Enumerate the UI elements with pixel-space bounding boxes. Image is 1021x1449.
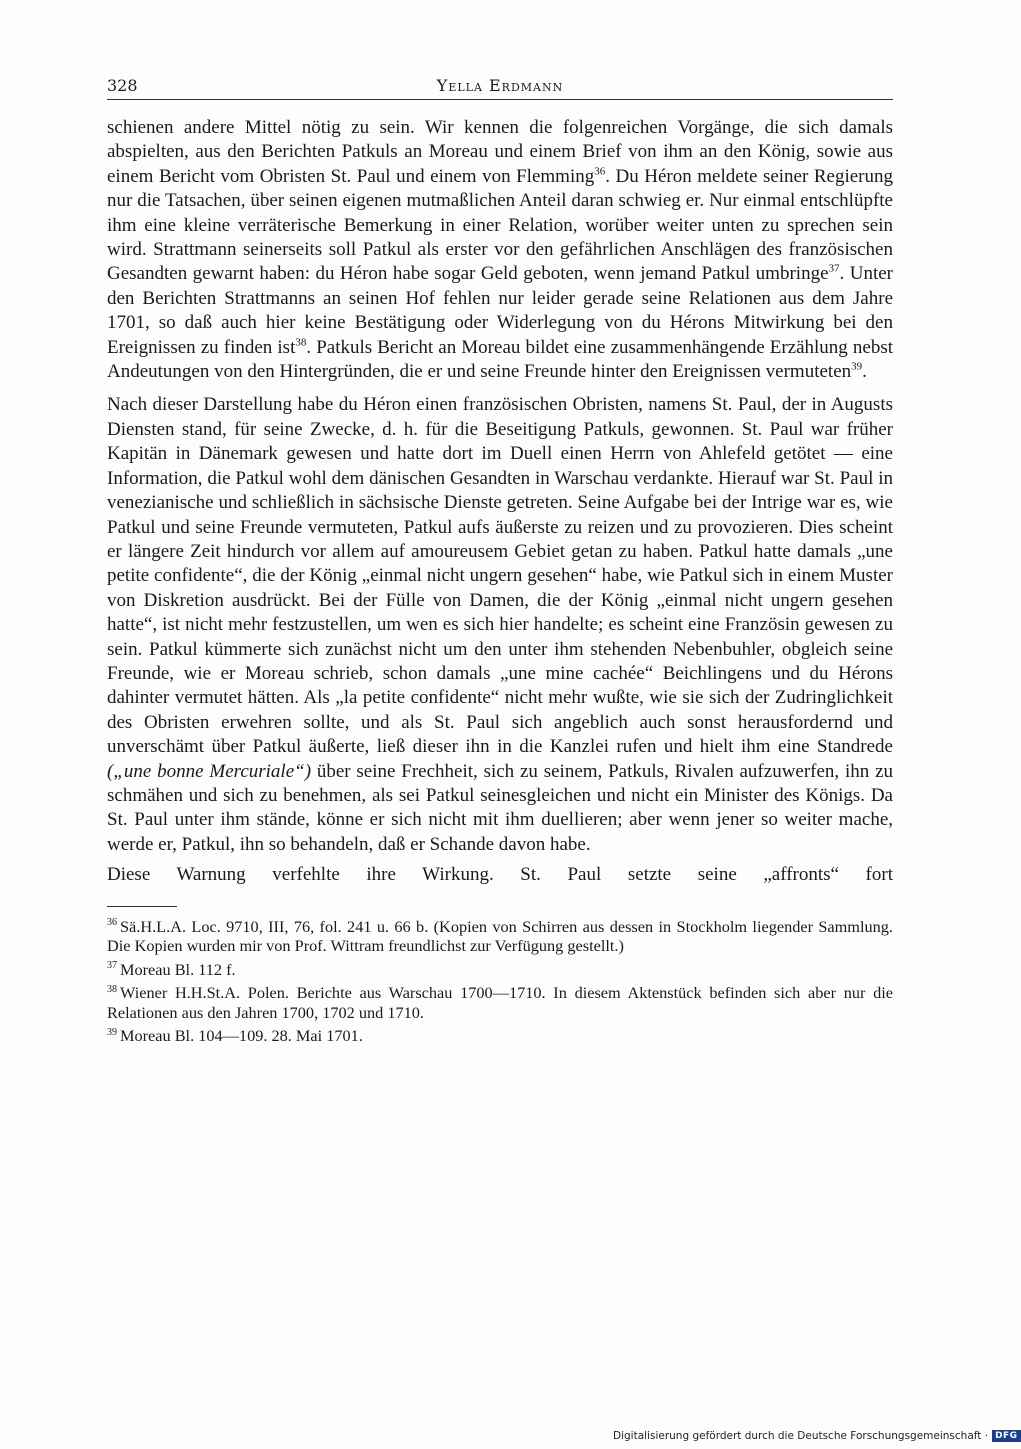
- footnote-mark: 38: [107, 983, 117, 995]
- body-text: [107, 116, 893, 888]
- paragraph-text: über seine Frechheit, sich zu seinem, Patkuls, Rivalen aufzuwerfen, ihn zu schmähen und sich zu benehmen, als sei Patkul seinesgleichen und nicht ein Minister des Königs. Da St. Paul unter ihm stände, könne er sich nicht mit ihm duellieren; aber wenn jener so weiter mache, werde er, Patkul, ihn so behandeln, daß er Schande davon habe.: [107, 760, 894, 855]
- running-title: Yella Erdmann: [436, 76, 564, 95]
- paragraph-1: [107, 116, 893, 384]
- footnote-ref-39[interactable]: 39: [851, 360, 863, 373]
- footnote-36: [107, 917, 893, 956]
- digitization-credit: [613, 1430, 1021, 1442]
- paragraph-3: Diese Warnung verfehlte ihre Wirkung. St. Paul setzte seine „affronts“ fort: [107, 864, 893, 886]
- paragraph-text: schienen andere Mittel nötig zu sein. Wir kennen die folgenreichen Vorgänge, die sich damals abspielten, aus den Berichten Patkuls an Moreau und einem Brief von ihm an den König, sowie aus einem Bericht vom Obristen St. Paul und einem von Flemming: [107, 117, 893, 187]
- footnote-rule: [107, 906, 177, 907]
- header-rule: [107, 99, 893, 100]
- footnote-ref-38[interactable]: 38: [295, 336, 307, 349]
- paragraph-text: Nach dieser Darstellung habe du Héron einen französischen Obristen, namens St. Paul, der in Augusts Diensten stand, für seine Zwecke, d. h. für die Beseitigung Patkuls, gewonnen. St. Paul war früher Kapitän in Dänemark gewesen und hatte dort im Duell einen Herrn von Ahlefeld getötet — eine Information, die Patkul wohl dem dänischen Gesandten in Warschau verdankte. Hierauf war St. Paul in venezianische und schließlich in sächsische Dienste getreten. Seine Aufgabe bei der Intrige war es, wie Patkul und seine Freunde vermuteten, Patkul aufs äußerste zu reizen und zu provozieren. Dies scheint er längere Zeit hindurch vor allem auf amoureusem Gebiet getan zu haben. Patkul hatte damals „une petite confidente“, die der König „einmal nicht ungern gesehen“ habe, wie Patkul sich in einem Muster von Diskretion ausdrückt. Bei der Fülle von Damen, die der König „einmal nicht ungern gesehen hatte“, ist nicht mehr festzustellen, um wen es sich hier handelte; es scheint eine Französin gewesen zu sein. Patkul kümmerte sich zunächst nicht um den unter ihm stehenden Nebenbuhler, obgleich seine Freunde, wie er Moreau schrieb, schon damals „une mine cachée“ Beichlingens und du Hérons dahinter vermutet hätten. Als „la petite confidente“ nicht mehr wußte, wie sie sich der Zudringlichkeit des Obristen erwehren sollte, und als St. Paul sich angeblich auch sonst herausfordernd und unverschämt über Patkul äußerte, ließ dieser ihn in die Kanzlei rufen und hielt ihm eine Standrede: [107, 394, 893, 758]
- footnote-text: Wiener H.H.St.A. Polen. Berichte aus Warschau 1700—1710. In diesem Aktenstück befinden sich aber nur die Relationen aus den Jahren 1700, 1702 und 1710.: [107, 983, 893, 1022]
- footnote-ref-37[interactable]: 37: [828, 263, 840, 276]
- footnotes: [107, 917, 893, 1046]
- paragraph-text: . Unter den Berichten Strattmanns an seinen Hof fehlen nur leider gerade seine Relationen aus dem Jahre 1701, so daß auch hier keine Bestätigung oder Widerlegung von du Hérons Mitwirkung bei den Ereignissen zu finden ist: [107, 263, 893, 358]
- page-number: 328: [107, 76, 138, 95]
- dfg-logo-icon: DFG: [992, 1430, 1021, 1442]
- footnote-39: [107, 1026, 893, 1046]
- footnote-mark: 37: [107, 960, 117, 972]
- paragraph-text: .: [862, 361, 867, 383]
- footnote-ref-36[interactable]: 36: [594, 165, 606, 178]
- footnote-38: [107, 983, 893, 1022]
- paragraph-text: . Du Héron meldete seiner Regierung nur die Tatsachen, über seinen eigenen mutmaßlichen Anteil daran schwieg er. Nur einmal entschlüpfte ihm eine kleine verräterische Bemerkung in einer Relation, worüber weiter unten zu sprechen sein wird. Strattmann seinerseits soll Patkul als erster vor den gefährlichen Anschlägen des französischen Gesandten gewarnt haben: du Héron habe sogar Geld geboten, wenn jemand Patkul umbringe: [107, 165, 893, 285]
- page: [107, 76, 893, 1050]
- footnote-37: [107, 960, 893, 980]
- credit-text: Digitalisierung gefördert durch die Deutsche Forschungsgemeinschaft ·: [613, 1430, 989, 1442]
- footnote-mark: 36: [107, 917, 117, 929]
- paragraph-2: [107, 393, 893, 857]
- footnote-mark: 39: [107, 1026, 117, 1038]
- running-head: [107, 76, 893, 102]
- italic-quote: („une bonne Mercuriale“): [107, 760, 312, 782]
- footnote-text: Moreau Bl. 104—109. 28. Mai 1701.: [120, 1026, 363, 1046]
- paragraph-text: . Patkuls Bericht an Moreau bildet eine zusammenhängende Erzählung nebst Andeutungen von den Hintergründen, die er und seine Freunde hinter den Ereignissen vermuteten: [107, 336, 893, 383]
- footnote-text: Sä.H.L.A. Loc. 9710, III, 76, fol. 241 u. 66 b. (Kopien von Schirren aus dessen in Stockholm liegender Sammlung. Die Kopien wurden mir von Prof. Wittram freundlichst zur Verfügung gestellt.): [107, 916, 893, 956]
- footnote-text: Moreau Bl. 112 f.: [120, 959, 236, 979]
